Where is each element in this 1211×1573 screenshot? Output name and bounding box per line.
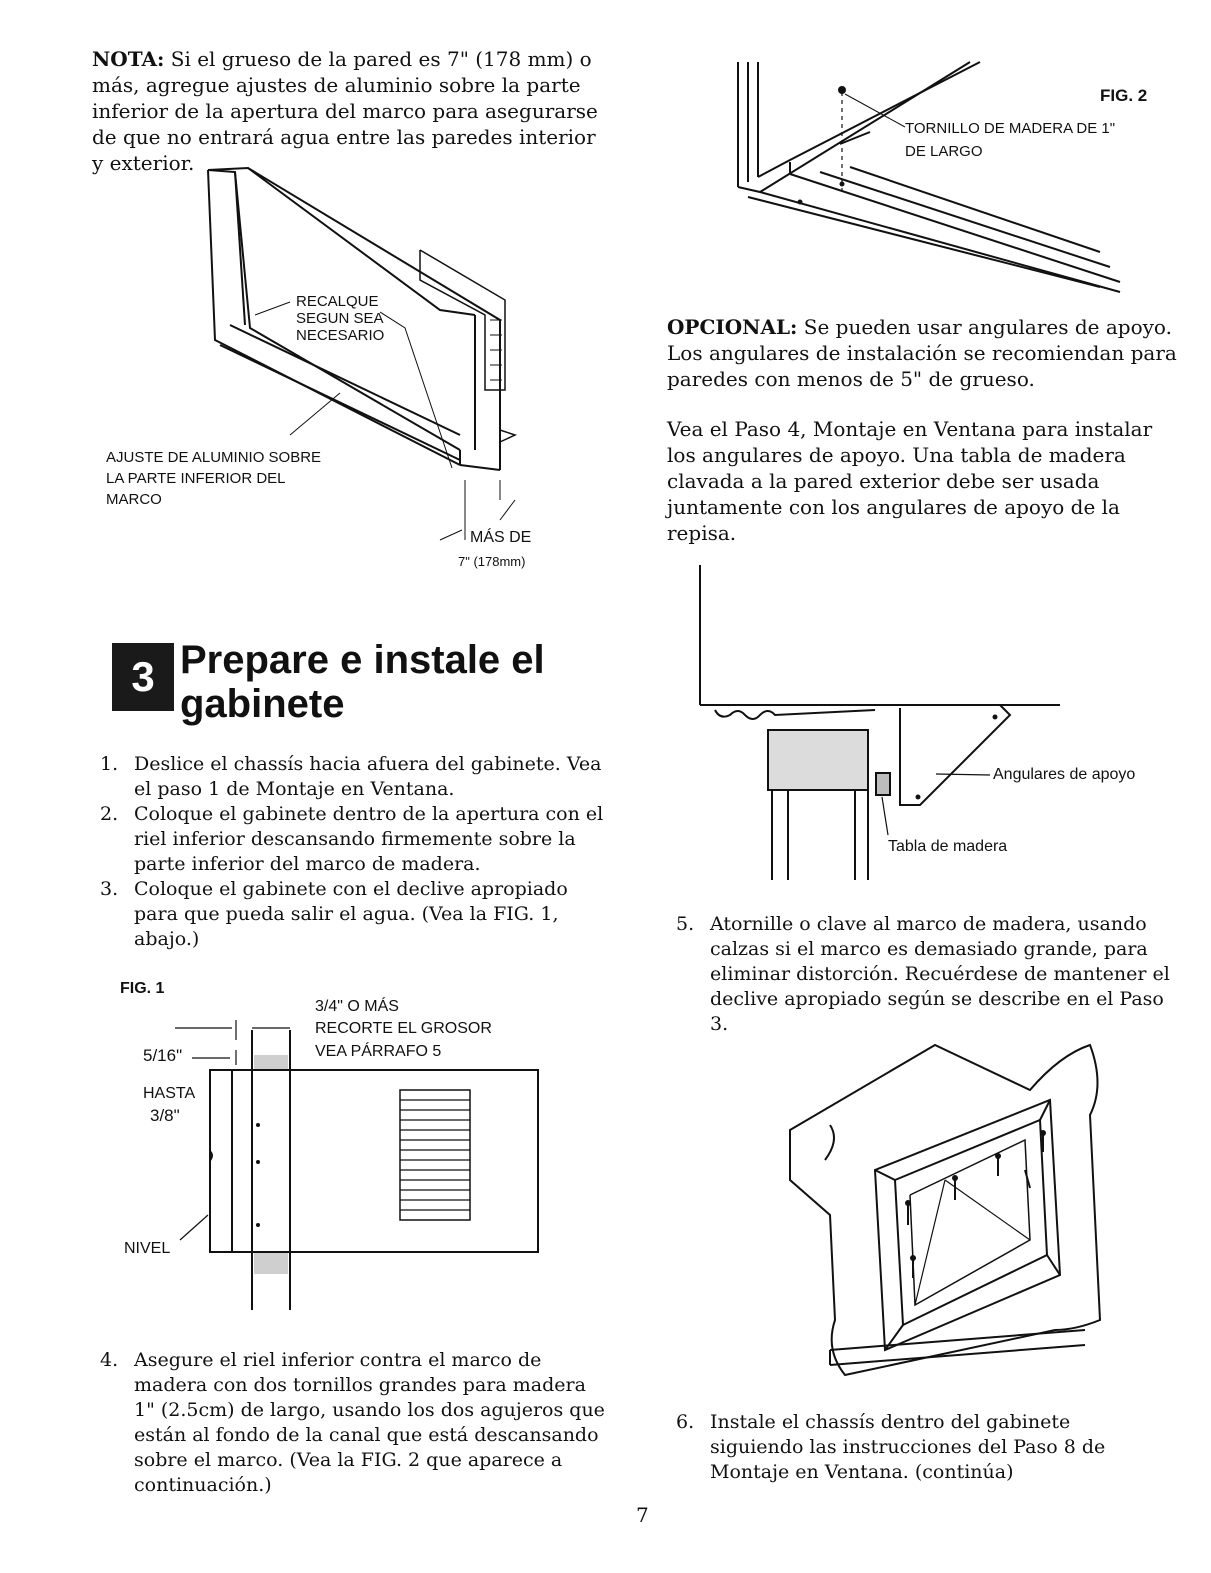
step-2 — [100, 802, 605, 877]
fig2-tornillo-line2: DE LARGO — [905, 143, 983, 160]
optional-paragraph — [667, 314, 1177, 392]
recalque-text: RECALQUE — [296, 293, 379, 310]
recalque-label — [296, 293, 384, 344]
section-title-line2: gabinete — [180, 682, 345, 726]
fig1-hasta: HASTA — [143, 1085, 196, 1102]
fig2-tornillo-line1: TORNILLO DE MADERA DE 1" — [905, 120, 1116, 137]
note-label: NOTA: — [92, 47, 165, 71]
section-title — [180, 638, 545, 726]
fig1-title: FIG. 1 — [120, 980, 165, 997]
paso4-paragraph: Vea el Paso 4, Montaje en Ventana para instalar los angulares de apoyo. Una tabla de madera clavada a la pared exterior debe ser usada juntamente con los angulares de apoyo de la repisa. — [667, 417, 1153, 545]
step-2-number: 2. — [100, 803, 119, 825]
step-1-text: Deslice el chassís hacia afuera del gabinete. Vea el paso 1 de Montaje en Ventana. — [134, 753, 602, 800]
fig2-tornillo-label — [905, 117, 1115, 163]
ajuste-line2: LA PARTE INFERIOR DEL — [106, 470, 286, 487]
step-4-number: 4. — [100, 1349, 119, 1371]
step-3-number: 3. — [100, 878, 119, 900]
cabinet-wall-illustration — [785, 1030, 1125, 1390]
necesario-text: NECESARIO — [296, 327, 385, 344]
mas-de-label — [470, 527, 531, 548]
step-6 — [676, 1410, 1156, 1485]
mas-de-text: MÁS DE — [470, 529, 532, 546]
step-3 — [100, 877, 605, 952]
fig1-34-label: 3/4" O MÁS — [315, 998, 399, 1015]
step-1 — [100, 752, 605, 802]
section-title-line1: Prepare e instale el — [180, 638, 545, 682]
fig1-dim-a: 5/16" — [143, 1046, 183, 1065]
bracket-illustration — [690, 565, 1070, 885]
step-5 — [676, 912, 1181, 1037]
ajuste-line1: AJUSTE DE ALUMINIO SOBRE — [106, 449, 322, 466]
steps-list-step4 — [100, 1348, 610, 1498]
step-4-text: Asegure el riel inferior contra el marco de madera con dos tornillos grandes para madera 1" (2.5cm) de largo, usando los dos agujeros que están al fondo de la canal que está descansando sobre el marco. (Vea la FIG. 2 que aparece a continuación.) — [134, 1349, 605, 1496]
section-number: 3 — [131, 653, 155, 700]
fig1-dim-b: 3/8" — [150, 1106, 180, 1125]
step-6-number: 6. — [676, 1411, 695, 1433]
bracket-tabla-label: Tabla de madera — [888, 838, 1008, 855]
step-1-number: 1. — [100, 753, 119, 775]
step-6-text: Instale el chassís dentro del gabinete siguiendo las instrucciones del Paso 8 de Montaje en Ventana. (continúa) — [710, 1411, 1106, 1483]
step-5-number: 5. — [676, 913, 695, 935]
optional-label: OPCIONAL: — [667, 315, 798, 339]
ajuste-line3: MARCO — [106, 491, 162, 508]
steps-list-step6 — [676, 1410, 1156, 1485]
fig2-illustration — [730, 62, 1120, 292]
fig2-title: FIG. 2 — [1100, 86, 1148, 105]
mas-de-value: 7" (178mm) — [458, 554, 526, 569]
bracket-angulares-label: Angulares de apoyo — [993, 766, 1136, 783]
page-number: 7 — [636, 1503, 649, 1527]
section-number-badge — [112, 643, 174, 711]
fig1-vea-label: VEA PÁRRAFO 5 — [315, 1043, 442, 1060]
step-5-text: Atornille o clave al marco de madera, usando calzas si el marco es demasiado grande, para eliminar distorción. Recuérdese de mantener el declive apropiado según se describe en el Paso 3. — [710, 913, 1170, 1035]
fig1-recorte-label: RECORTE EL GROSOR — [315, 1020, 492, 1037]
step-3-text: Coloque el gabinete con el declive apropiado para que pueda salir el agua. (Vea la FIG. 1, abajo.) — [134, 878, 568, 950]
step-2-text: Coloque el gabinete dentro de la apertura con el riel inferior descansando firmemente sobre la parte inferior del marco de madera. — [134, 803, 604, 875]
note-text: Si el grueso de la pared es 7" (178 mm) o más, agregue ajustes de aluminio sobre la parte inferior de la apertura del marco para asegurarse de que no entrará agua entre las paredes interior y exterior. — [92, 47, 598, 175]
aluminum-adjust-label — [106, 447, 321, 510]
optional-text: Se pueden usar angulares de apoyo. Los angulares de instalación se recomiendan para paredes con menos de 5" de grueso. — [667, 315, 1177, 391]
step-4 — [100, 1348, 610, 1498]
segun-sea-text: SEGUN SEA — [296, 310, 384, 327]
fig1-nivel: NIVEL — [124, 1240, 171, 1257]
steps-list-left — [100, 752, 605, 952]
steps-list-step5 — [676, 912, 1181, 1037]
